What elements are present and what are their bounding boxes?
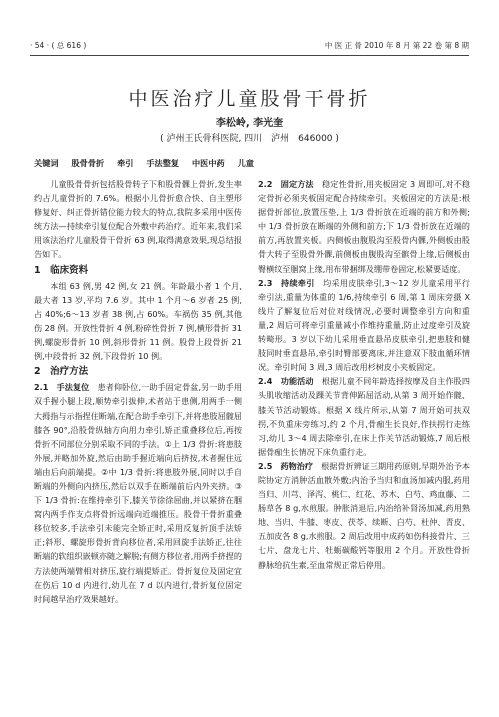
section-heading: 2 治疗方法 (34, 366, 89, 378)
subsection-label: 2.2 固定方法 (258, 179, 314, 189)
paragraph-text: 稳定性骨折,用夹板固定 3 周即可,对不稳定骨折必须夹板固定配合持续牵引。夹板固定的方法是:根据骨折部位,放置压垫,上 1/3 骨折放在近端的前方和外侧;中 1/3 骨折放在断端的外侧和前方;下 1/3 骨折放在近端的前方,再放置夹板。内侧板由腹股沟至股骨内髁,外侧板由股骨大转子至股骨外髁,前侧板由腹股沟至髌骨上缘,后侧板由臀横纹至腘窝上缘,用布带捆绑及绷带卷固定,松紧要适度。 (258, 179, 470, 274)
keywords-label: 关键词 (34, 158, 59, 168)
keywords (34, 158, 469, 169)
affiliation: ( 泸州王氏骨科医院, 四川 泸州 646000 ) (160, 134, 339, 144)
paragraph-text: 根据儿童不同年龄选择按摩及自主作股四头肌收缩活动及踝关节背伸跖屈活动,从第 3 周开始作髋、膝关节活动锻炼。根据 X 线片所示,从第 7 周开始可扶双拐,不负重床旁练习,约 2 个月,骨痂生长良好,作扶拐行走练习,幼儿 3～4 周去除牵引,在床上作关节活动锻炼,7 周后根据骨痂生长情况下床负重行走。 (258, 376, 470, 457)
authors: 李松岭, 李光奎 (215, 118, 284, 129)
keyword: 股骨骨折 (71, 158, 105, 168)
article-title: 中医治疗儿童股骨干骨折 (128, 88, 371, 110)
subsection-label: 2.1 手法复位 (34, 382, 90, 393)
subsection-label: 2.5 药物治疗 (258, 460, 314, 471)
header-rule (30, 55, 469, 56)
right-column (258, 177, 470, 572)
subsection-label: 2.3 持续牵引 (258, 277, 315, 288)
keyword: 手法整复 (146, 158, 180, 168)
keyword: 牵引 (117, 158, 134, 168)
clinical-data-paragraph: 本组 63 例,男 42 例,女 21 例。年龄最小者 1 个月,最大者 13 岁,平均 7.6 岁。其中 1 个月～6 岁者 25 例,占 40%;6～13 岁者 38 例,占 60%。车祸伤 35 例,其他伤 28 例。开放性骨折 4 例,粉碎性骨折 7 例,横形骨折 31 例,螺旋形骨折 10 例,斜形骨折 11 例。股骨上段骨折 21 例,中段骨折 32 例,下段骨折 10 例。 (34, 280, 242, 362)
section-heading: 1 临床资料 (34, 264, 89, 276)
reduction-paragraph (34, 380, 242, 606)
medication-paragraph (258, 459, 470, 572)
journal-issue: 中 医 正 骨 2010 年 8 月 第 22 卷 第 8 期 (324, 41, 469, 50)
paragraph-text: 均采用皮肤牵引,3～12 岁儿童采用平行牵引法,重量为体重的 1/6,持续牵引 6 周,第 1 周床旁摄 X 线片了解复位后对位对线情况,必要时调整牵引方向和重量,2 周后可将牵引重量减小作维持重量,防止过度牵引及旋转畸形。3 岁以下幼儿采用垂直悬吊皮肤牵引,把患肢和健肢同时垂直悬吊,牵引时臀部要离床,并注意双下肢血循环情况。牵引时间 3 周,3 周后改用杉树皮小夹板固定。 (258, 277, 470, 373)
paragraph-text: 患者仰卧位,一助手固定骨盆,另一助手用双手握小腿上段,顺势牵引拔伸,术者站于患侧,用两手一侧大拇指与示指捏住断端,在配合助手牵引下,并将患肢屈髋屈膝各 90°,沿股骨纵轴方向用力牵引,矫正重叠移位后,再按骨折不同部位分别采取不同的手法。①上 1/3 骨折:将患肢外展,并略加外旋,然后由助手握近端向后挤按,术者握住远端由后向前端提。②中 1/3 骨折:将患肢外展,同时以手自断端的外侧向内挤压,然后以双手在断端前后内外夹挤。③下 1/3 骨折:在维持牵引下,膝关节徐徐屈曲,并以紧挤在腘窝内两手作支点将骨折远端向近端推压。股骨干骨折重叠移位较多,手法牵引未能完全矫正时,采用反复折顶手法矫正;斜形、螺旋形骨折背向移位者,采用回旋手法矫正,往往断端的软组织嵌顿亦随之解脱;有侧方移位者,用两手挤捏的方法使两端臂相对挤压,旋行端提矫正。骨折复位及固定宜在伤后 10 d 内进行,幼儿在 7 d 以内进行,骨折复位固定时间越早治疗效果越好。 (34, 382, 242, 604)
intro-paragraph: 儿童股骨骨折包括股骨转子下和股骨髁上骨折,发生率约占儿童骨折的 7.6%。根据小儿骨折愈合快、自主塑形修复好、纠正骨折错位能力较大的特点,我院多采用中医传统方法—持续牵引复位配合外敷中药治疗。近年来,我们采用该法治疗儿童股骨干骨折 63 例,取得满意效果,现总结报告如下。 (34, 179, 242, 260)
page-number: · 54 · ( 总 616 ) (30, 41, 87, 50)
fixation-paragraph (258, 177, 470, 276)
exercise-paragraph (258, 374, 470, 459)
subsection-label: 2.4 功能活动 (258, 376, 314, 387)
keyword: 中医中药 (191, 158, 225, 168)
running-header (30, 40, 469, 52)
paragraph-text: 根据骨折辨证三期用药原则,早期外治予本院协定方消肿活血散外敷;内治予当归和血汤加减内服,药用当归、川芎、泽泻、桃仁、红花、苏木、白芍、鸡血藤、二肠草各 8 g,水煎服。肿胀消退后,内治给补肾汤加减,药用熟地、当归、牛膝、枣皮、茯苓、续断、白芍、杜仲、青皮、五加皮各 8 g,水煎服。2 周后改用中成药如伤科接骨片、三七片、盘龙七片、牡蛎碳酸钙等服用 2 个月。开放性骨折静脉给抗生素,至血常规正常后停用。 (258, 460, 471, 570)
traction-paragraph (258, 276, 470, 375)
keyword: 儿童 (237, 158, 254, 168)
left-column (34, 177, 242, 606)
